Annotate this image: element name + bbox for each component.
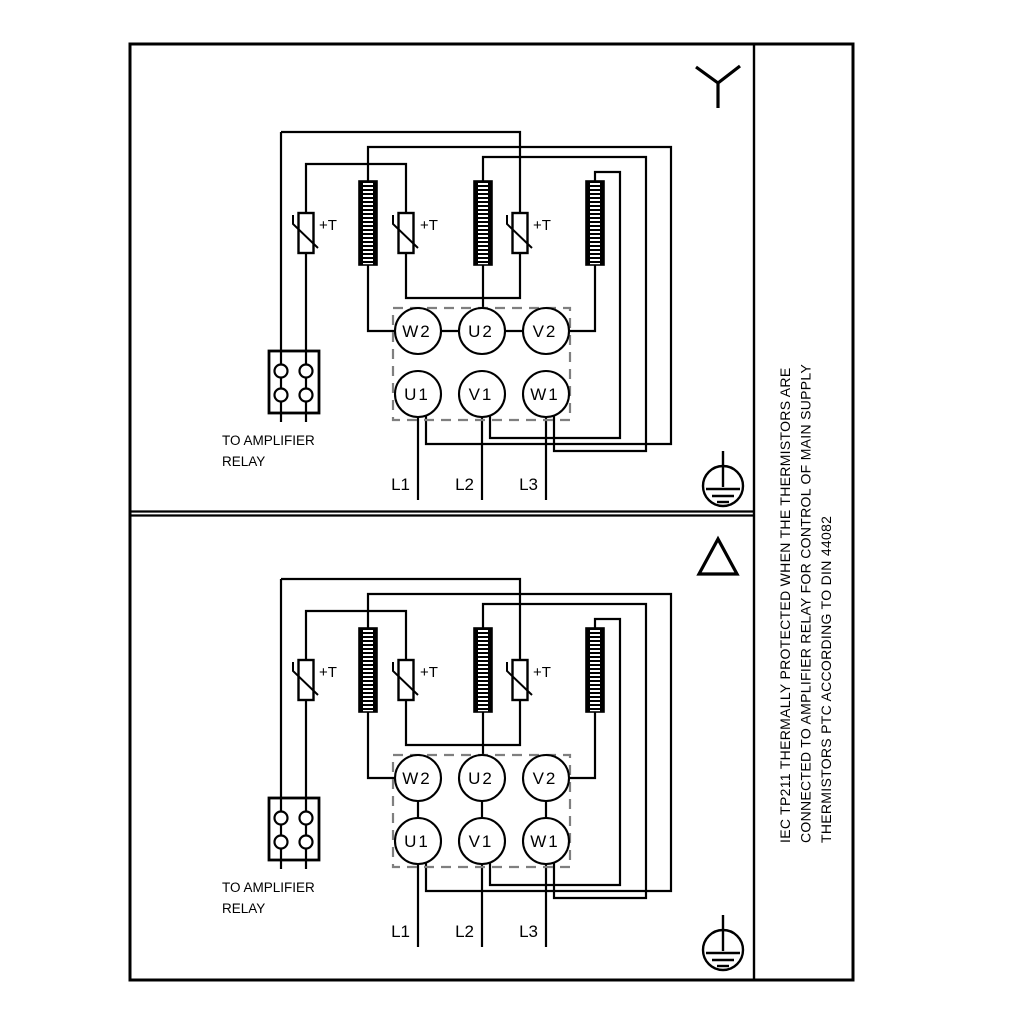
terminal-label-U1: U1: [404, 385, 430, 404]
supply-label-L1: L1: [391, 922, 410, 941]
supply-label-L2: L2: [455, 475, 474, 494]
wire-winding3-to-V2: [569, 712, 595, 778]
thermistor-label: +T: [420, 664, 438, 681]
ptc-thermistor-icon: [507, 660, 532, 700]
terminal-label-V2: V2: [532, 769, 558, 788]
thermistor-label: +T: [533, 217, 551, 234]
terminal-label-W1: W1: [530, 385, 560, 404]
relay-note-line1: TO AMPLIFIER: [222, 433, 315, 448]
terminal-label-W2: W2: [402, 322, 432, 341]
relay-note-line2: RELAY: [222, 901, 266, 916]
delta-icon: [699, 539, 737, 574]
supply-label-L1: L1: [391, 475, 410, 494]
thermistor-label: +T: [533, 664, 551, 681]
supply-label-L3: L3: [519, 475, 538, 494]
motor-winding-coil-icon: [474, 181, 492, 265]
side-note-line1: IEC TP211 THERMALLY PROTECTED WHEN THE THERMISTORS ARE: [777, 367, 793, 843]
terminal-label-U2: U2: [468, 322, 494, 341]
motor-winding-coil-icon: [586, 628, 604, 712]
ptc-thermistor-icon: [507, 213, 532, 253]
wire-thermistor1-2-link: [306, 611, 406, 660]
motor-winding-coil-icon: [474, 628, 492, 712]
ptc-thermistor-icon: [393, 213, 418, 253]
wire-thermistor1-2-link: [306, 164, 406, 213]
side-note-line3: THERMISTORS PTC ACCORDING TO DIN 44082: [818, 515, 834, 843]
ptc-thermistor-icon: [293, 213, 318, 253]
side-note-line2: CONNECTED TO AMPLIFIER RELAY FOR CONTROL OF MAIN SUPPLY: [797, 363, 814, 843]
wire-thermistor2-3-link: [406, 253, 520, 298]
protective-earth-icon: [703, 451, 743, 506]
terminal-label-V2: V2: [532, 322, 558, 341]
supply-label-L3: L3: [519, 922, 538, 941]
terminal-label-V1: V1: [468, 385, 494, 404]
thermistor-label: +T: [319, 217, 337, 234]
motor-winding-coil-icon: [586, 181, 604, 265]
panel-delta-connection: [222, 539, 743, 970]
ptc-thermistor-icon: [393, 660, 418, 700]
terminal-label-U1: U1: [404, 832, 430, 851]
supply-label-L2: L2: [455, 922, 474, 941]
panel-star-connection: [222, 66, 743, 506]
terminal-label-U2: U2: [468, 769, 494, 788]
wire-winding1-to-W2: [368, 712, 395, 778]
delta-bridge-links: [418, 801, 546, 818]
wire-thermistor2-3-link: [406, 700, 520, 745]
terminal-label-W1: W1: [530, 832, 560, 851]
wire-winding3-to-V2: [569, 265, 595, 331]
motor-winding-coil-icon: [359, 181, 377, 265]
terminal-label-W2: W2: [402, 769, 432, 788]
thermistor-label: +T: [420, 217, 438, 234]
ptc-thermistor-icon: [293, 660, 318, 700]
amplifier-relay-terminal-block: [269, 351, 319, 413]
star-icon: [696, 66, 740, 108]
motor-winding-coil-icon: [359, 628, 377, 712]
relay-note-line1: TO AMPLIFIER: [222, 880, 315, 895]
protective-earth-icon: [703, 915, 743, 970]
amplifier-relay-terminal-block: [269, 798, 319, 860]
terminal-label-V1: V1: [468, 832, 494, 851]
thermistor-label: +T: [319, 664, 337, 681]
side-note-column: [777, 364, 834, 843]
wire-winding1-to-W2: [368, 265, 395, 331]
relay-note-line2: RELAY: [222, 454, 266, 469]
